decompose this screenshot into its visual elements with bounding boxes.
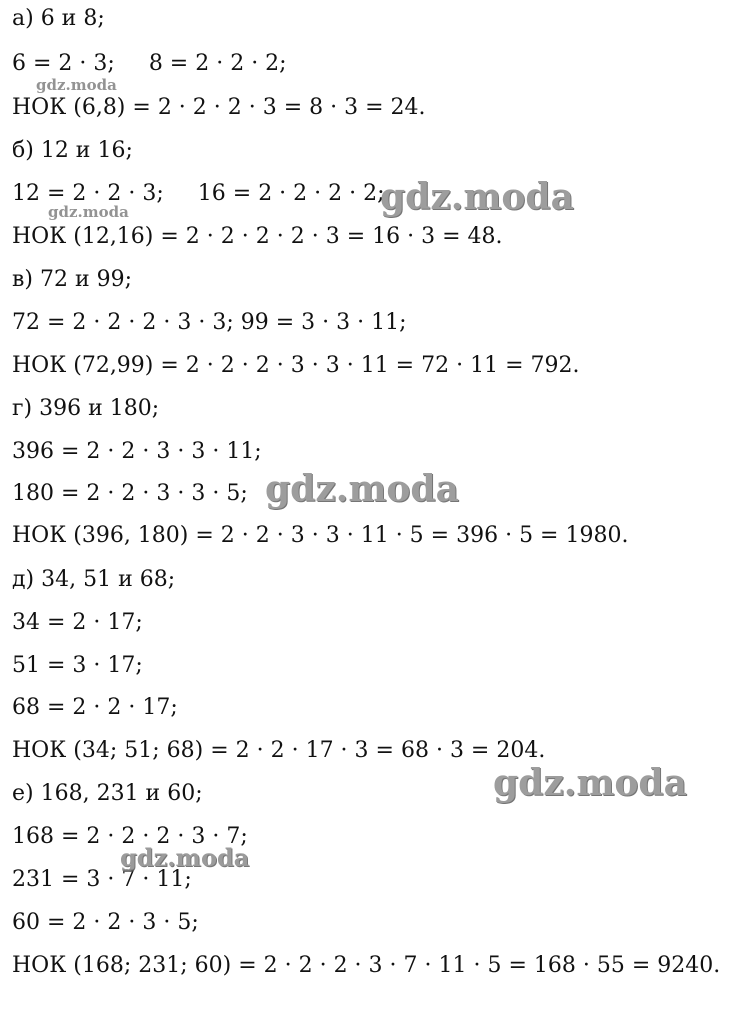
task-c-lcm: НОК (72,99) = 2 · 2 · 2 · 3 · 3 · 11 = 72 · 11 = 792. [12, 353, 580, 378]
task-e-label: д) 34, 51 и 68; [12, 567, 176, 592]
watermark-logo: gdz.moda [265, 468, 459, 510]
task-f-lcm: НОК (168; 231; 60) = 2 · 2 · 2 · 3 · 7 · 11 · 5 = 168 · 55 = 9240. [12, 953, 721, 978]
watermark-logo: gdz.moda [36, 76, 117, 94]
task-f-label: е) 168, 231 и 60; [12, 781, 203, 806]
task-a-factorization [12, 50, 287, 78]
task-a-label: а) 6 и 8; [12, 6, 105, 31]
factorization-168: 168 = 2 · 2 · 2 · 3 · 7; [12, 824, 248, 849]
factorization-51: 51 = 3 · 17; [12, 653, 143, 678]
task-a-lcm: НОК (6,8) = 2 · 2 · 2 · 3 = 8 · 3 = 24. [12, 95, 426, 120]
task-c-label: в) 72 и 99; [12, 267, 133, 292]
factorization-6: 6 = 2 · 3; [12, 51, 115, 76]
task-b-lcm: НОК (12,16) = 2 · 2 · 2 · 2 · 3 = 16 · 3 = 48. [12, 224, 503, 249]
factorization-16: 16 = 2 · 2 · 2 · 2; [197, 181, 385, 206]
task-c-factorization: 72 = 2 · 2 · 2 · 3 · 3; 99 = 3 · 3 · 11; [12, 310, 407, 335]
task-e-lcm: НОК (34; 51; 68) = 2 · 2 · 17 · 3 = 68 · 3 = 204. [12, 738, 546, 763]
factorization-34: 34 = 2 · 17; [12, 610, 143, 635]
factorization-180: 180 = 2 · 2 · 3 · 3 · 5; [12, 481, 248, 506]
factorization-60: 60 = 2 · 2 · 3 · 5; [12, 910, 199, 935]
factorization-231: 231 = 3 · 7 · 11; [12, 867, 192, 892]
factorization-68: 68 = 2 · 2 · 17; [12, 695, 178, 720]
task-d-label: г) 396 и 180; [12, 396, 160, 421]
factorization-8: 8 = 2 · 2 · 2; [148, 51, 287, 76]
task-b-label: б) 12 и 16; [12, 138, 133, 163]
watermark-logo: gdz.moda [48, 203, 129, 221]
watermark-logo: gdz.moda [493, 762, 687, 804]
factorization-396: 396 = 2 · 2 · 3 · 3 · 11; [12, 439, 262, 464]
watermark-logo: gdz.moda [120, 843, 250, 872]
task-d-lcm: НОК (396, 180) = 2 · 2 · 3 · 3 · 11 · 5 = 396 · 5 = 1980. [12, 523, 629, 548]
watermark-logo: gdz.moda [380, 176, 574, 218]
factorization-12: 12 = 2 · 2 · 3; [12, 181, 164, 206]
